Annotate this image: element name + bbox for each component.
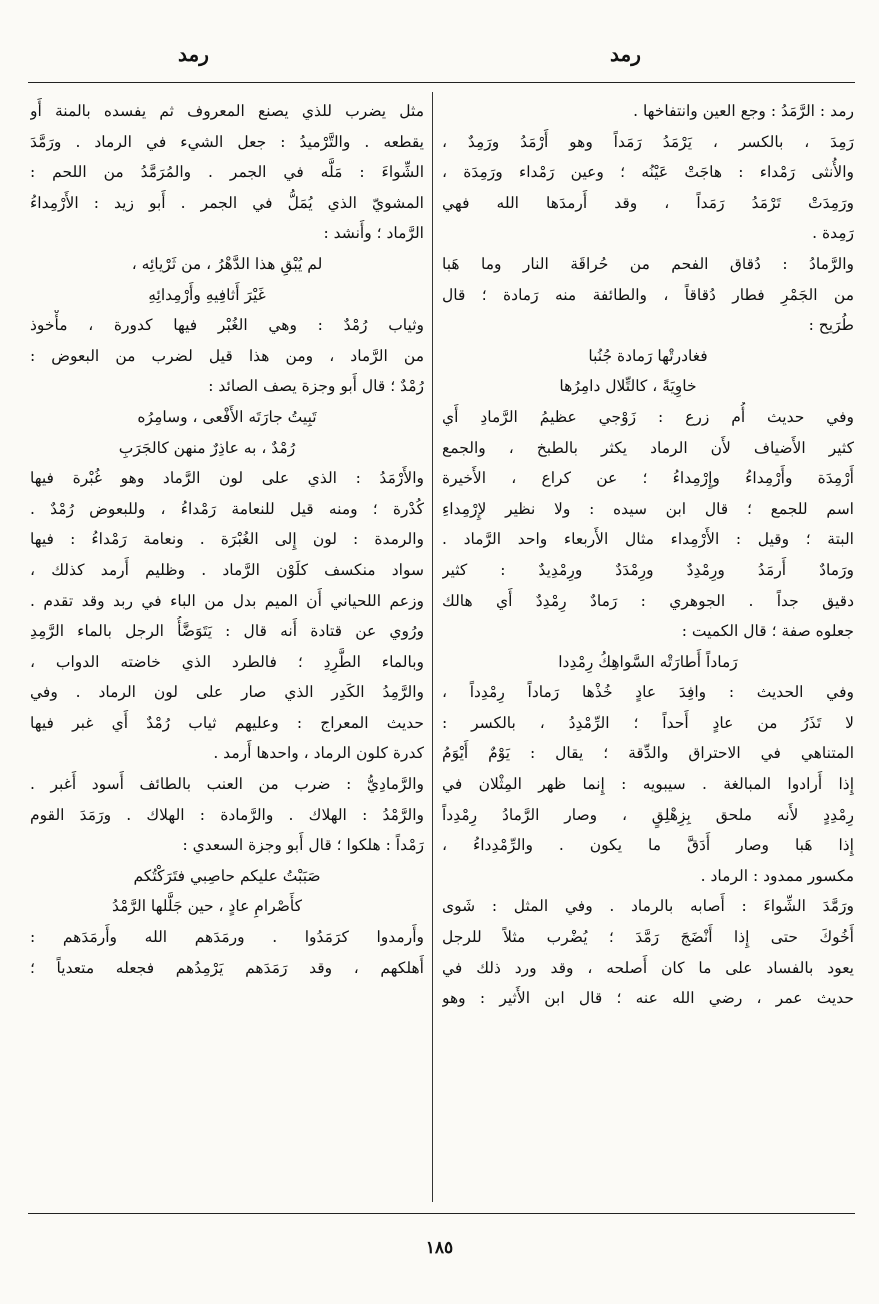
text-line: ورَمِدَتْ تَرْمَدُ رَمَداً ، وقد أَرمدَها الله فهي [442,193,854,212]
text-line: دقيق جداً . الجوهري : رَمادٌ رِمْدِدٌ أَي هالك [442,591,854,610]
text-line: أَهلكهم ، وقد رَمَدَهم يَرْمِدُهم فجعله متعدياً ؛ [30,958,424,977]
text-line: صَبَبْتُ عليكم حاصِبي فتَرَكْتُكم [133,866,321,885]
text-line: وفي الحديث : وافِدَ عادٍ خُذْها رَماداً رِمْدِداً ، [442,683,854,702]
text-line: رَمِدَ ، بالكسر ، يَرْمَدُ رَمَداً وهو أَرْمَدُ ورَمِدٌ ، [442,132,854,151]
text-line: من الرَّماد ، ومن هذا قيل لضرب من البعوض : [30,346,424,365]
text-line: رَمِدة . [812,224,854,243]
text-line: ورَمادٌ أَرمَدُ ورِمْدِدٌ ورِمْدَدٌ ورِمْدِيدٌ : كثير [442,560,854,579]
text-line: ورَمَّدَ الشِّواءَ : أَصابه بالرماد . وفي المثل : شَوى [442,897,854,916]
text-line: كأَصْرامِ عادٍ ، حين جَلَّلها الرَّمْدُ [111,897,303,916]
text-line: حديث المعراج : وعليهم ثياب رُمْدٌ أَي غبر فيها [30,713,424,732]
text-line: والرمدة : لون إِلى الغُبْرَة . ونعامة رَمْداءُ : فيها [30,530,424,549]
left-column [30,96,424,1204]
text-line: والرَّمادِيُّ : ضرب من العنب بالطائف أَسود أَغبر . [30,775,424,794]
text-line: كُدْرة ؛ ومنه قيل للنعامة رَمْداءُ ، وللبعوض رُمْدٌ . [30,499,424,518]
text-line: رُمْدٌ ؛ قال أَبو وجزة يصف الصائد : [208,377,424,396]
running-head-left: رمد [178,42,209,66]
text-line: المشويّ الذي يُمَلُّ في الجمر . أَبو زيد : الأَرْمِداءُ [30,193,424,212]
text-line: كدرة كلون الرماد ، واحدها أَرمد . [213,744,424,763]
text-line: مكسور ممدود : الرماد . [700,866,854,885]
text-line: حديث عمر ، رضي الله عنه ؛ قال ابن الأَثير : وهو [442,989,854,1008]
text-line: خاوِيَةً ، كالتِّلال دامِرُها [559,377,697,396]
text-line: وأَرمدوا كرَمَدُوا . ورمَدَهم الله وأَرمَدَهم : [30,928,424,947]
header-rule [28,82,855,83]
text-line: البتة ؛ وقيل : الأَرْمِداء مثال الأَربعاء واحد الرَّماد . [442,530,854,549]
text-line: إِذا أَرادوا المبالغة . سيبويه : إِنما ظهر المِثْلان في [442,775,854,794]
text-line: أَرْمِدَة وأَرْمِداءُ وإِرْمِداءُ ؛ عن كراع ، الأَخيرة [442,469,854,488]
running-head-right: رمد [610,42,641,66]
text-line: كثير الأَضياف لأَن الرماد يكثر بالطبخ ، والجمع [442,438,854,457]
text-line: رَمْداً : هلكوا ؛ قال أَبو وجزة السعدي : [182,836,424,855]
column-divider [432,92,433,1202]
text-line: والأَرْمَدُ : الذي على لون الرَّماد وهو غُبْرة فيها [30,469,424,488]
footer-rule [28,1213,855,1214]
text-line: غَيْرَ أَثافِيهِ وأَرْمِدائِهِ [148,285,266,304]
text-line: رِمْدِدٍ لأَنه ملحق بِزِهْلِقٍ ، وصار الرَّمادُ رِمْدِداً [442,805,854,824]
text-line: والأُنثى رَمْداء : هاجَتْ عَيْنُه ؛ وعين رَمْداء ورَمِدَة ، [442,163,854,182]
text-line: اسم للجمع ؛ قال ابن سيده : ولا نظير لإِرْمِداءِ [442,499,854,518]
right-column [442,96,854,1204]
text-line: وثياب رُمْدٌ : وهي الغُبْر فيها كدورة ، مأْخوذ [30,316,424,335]
text-line: يقطعه . والتَّرْميدُ : جعل الشيء في الرماد . ورَمَّدَ [30,132,424,151]
text-line: وزعم اللحياني أَن الميم بدل من الباء في ربد وقد تقدم . [30,591,424,610]
text-line: الشِّواءَ : مَلَّه في الجمر . والمُرَمَّدُ من اللحم : [30,163,424,182]
text-line: لا تَذَرُ من عادٍ أَحداً ؛ الرِّمْدِدُ ، بالكسر : [442,713,854,732]
text-line: ورُوي عن قتادة أَنه قال : يَتَوَضَّأُ الرجل بالماء الرَّمِدِ [30,622,424,641]
text-line: يعود بالفساد على ما كان أَصلحه ، وقد ورد ذلك في [442,958,854,977]
text-line: وفي حديث أُم زرع : زَوْجي عظيمُ الرَّمادِ أَي [442,407,854,426]
text-line: المتناهي في الاحتراق والدِّقة ؛ يقال : يَوْمٌ أَيْوَمُ [442,744,854,763]
text-line: أَخُوكَ حتى إِذا أَنْضَجَ رَمَّدَ ؛ يُضْرب مثلاً للرجل [442,928,854,947]
text-line: رَماداً أَطارَتْه السَّواهِكُ رِمْدِدا [558,652,738,671]
text-line: والرَّمْدُ : الهلاك . والرَّمادة : الهلاك . ورَمَدَ القوم [30,805,424,824]
text-line: مثل يضرب للذي يصنع المعروف ثم يفسده بالمنة أَو [30,102,424,120]
page-number: ١٨٥ [425,1238,454,1258]
text-line: لم يُبْقِ هذا الدَّهْرُ ، من ثَرْيائِه ، [131,254,323,273]
text-line: والرَّمِدُ الكَدِر الذي صار على لون الرماد . وفي [30,683,424,702]
text-line: والرَّمادُ : دُقاق الفحم من حُراقَة النار وما هَبا [442,254,854,273]
text-line: طُرَيح : [808,316,854,335]
text-line: الرَّماد ؛ وأَنشد : [323,224,424,243]
text-line: إِذا هَبا وصار أَدَقَّ ما يكون . والرِّمْدِداءُ ، [442,836,854,855]
text-line: سواد منكسف كلَوْن الرَّماد . وظليم أَرمد كذلك ، [30,560,424,579]
text-line: جعلوه صفة ؛ قال الكميت : [681,622,854,641]
text-line: من الجَمْرِ فطار دُقاقاً ، والطائفة منه رَمادة ؛ قال [442,285,854,304]
text-line: تَبِيتُ جارَتَه الأَفْعى ، وسامِرُه [137,407,317,426]
text-line: وبالماء الطَّرِدِ ؛ فالطرد الذي خاضته الدواب ، [30,652,424,671]
text-line: رُمْدٌ ، به عاذِرٌ منهن كالجَرَبِ [118,438,296,457]
text-line: رمد : الرَّمَدُ : وجع العين وانتفاخها . [633,102,854,120]
text-line: فغادرتْها رَمادة جُنُبا [588,346,708,365]
